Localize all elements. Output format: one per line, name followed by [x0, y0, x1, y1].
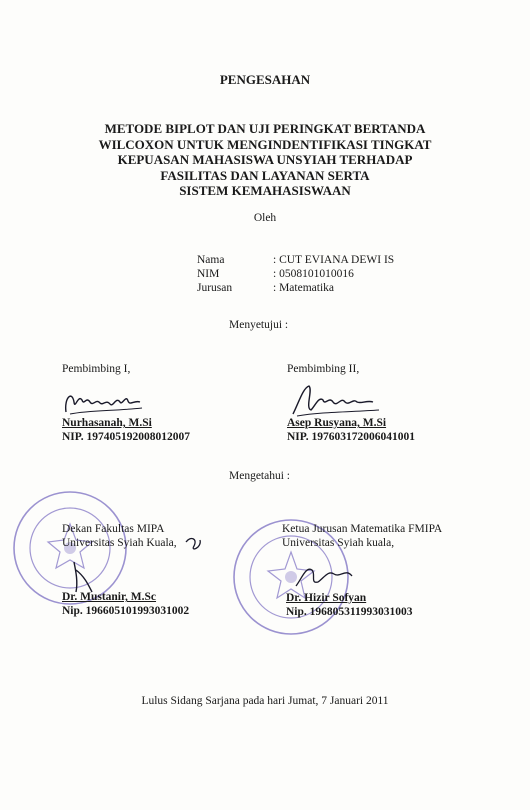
pembimbing2-nip: NIP. 197603172006041001: [287, 431, 415, 443]
nim-value: : 0508101010016: [273, 268, 354, 280]
dekan-name: Dr. Mustanir, M.Sc: [62, 591, 157, 603]
title-line: FASILITAS DAN LAYANAN SERTA: [160, 167, 370, 183]
graduation-note: Lulus Sidang Sarjana pada hari Jumat, 7 Januari 2011: [141, 695, 389, 707]
oleh-label: Oleh: [253, 212, 277, 224]
title-line: KEPUASAN MAHASISWA UNSYIAH TERHADAP: [117, 152, 413, 167]
ketua-title: Ketua Jurusan Matematika FMIPA: [282, 523, 443, 535]
page-heading: PENGESAHAN: [219, 72, 311, 87]
student-info: [197, 253, 394, 295]
dekan-title: Dekan Fakultas MIPA: [62, 523, 165, 535]
title-line: WILCOXON UNTUK MENGINDENTIFIKASI TINGKAT: [98, 136, 432, 152]
dekan-nip: Nip. 196605101993031002: [62, 605, 190, 617]
pembimbing2-role: Pembimbing II,: [287, 363, 360, 375]
ketua-name: Dr. Hizir Sofyan: [286, 592, 367, 604]
pembimbing2-signature-icon: [285, 380, 385, 420]
nama-label: Nama: [197, 254, 225, 266]
pembimbing1-signature-icon: [60, 384, 150, 420]
ketua-nip: Nip. 196805311993031003: [286, 606, 413, 618]
nim-label: NIM: [197, 268, 220, 280]
title-line: SISTEM KEMAHASISWAAN: [179, 183, 351, 198]
pembimbing1-role: Pembimbing I,: [62, 363, 131, 375]
dekan-signature-icon: [150, 530, 210, 600]
pembimbing2-name: Asep Rusyana, M.Si: [287, 417, 387, 429]
ketua-university: Universitas Syiah kuala,: [282, 537, 395, 549]
jurusan-value: : Matematika: [273, 282, 334, 294]
ketua-signature-icon: [290, 556, 370, 596]
nama-value: : CUT EVIANA DEWI IS: [273, 254, 395, 266]
mengetahui-label: Mengetahui :: [229, 470, 290, 482]
menyetujui-label: Menyetujui :: [229, 319, 289, 331]
title-line: METODE BIPLOT DAN UJI PERINGKAT BERTANDA: [104, 121, 426, 136]
pembimbing1-name: Nurhasanah, M.Si: [62, 417, 152, 429]
jurusan-label: Jurusan: [197, 282, 233, 294]
thesis-title: [0, 121, 530, 199]
dekan-university: Universitas Syiah Kuala,: [62, 537, 177, 549]
pembimbing1-nip: NIP. 197405192008012007: [62, 431, 190, 443]
